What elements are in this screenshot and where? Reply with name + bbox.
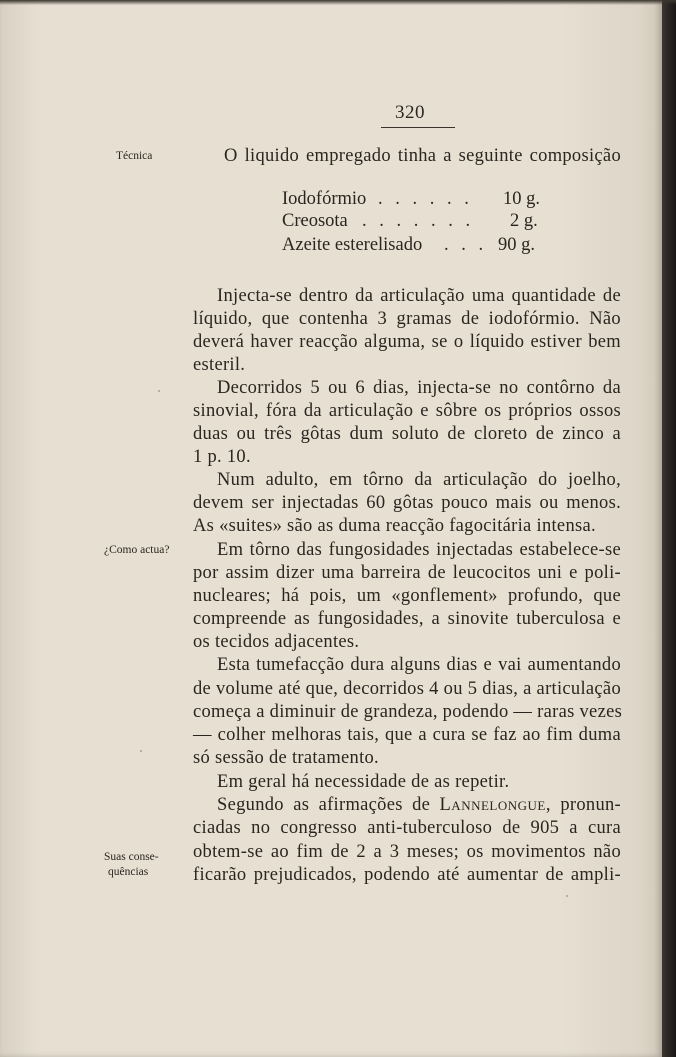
- page-number: 320: [395, 102, 425, 123]
- text-line: deverá haver reacção alguma, se o líquido estiver bem: [193, 332, 621, 352]
- paper-speck: [158, 390, 160, 392]
- text-fragment: Segundo as afirmações de: [217, 795, 431, 815]
- author-name: Lannelongue,: [439, 795, 551, 815]
- scan-top-edge: [0, 0, 676, 5]
- text-line: de volume até que, decorridos 4 ou 5 dias, a articulação: [193, 679, 621, 699]
- recipe-quantity: 2 g.: [510, 211, 538, 231]
- text-line: 1 p. 10.: [193, 447, 251, 467]
- text-fragment: pronun-: [560, 795, 621, 815]
- paper-speck: [140, 750, 142, 752]
- text-line: por assim dizer uma barreira de leucocitos uni e poli-: [193, 563, 621, 583]
- text-line: Em geral há necessidade de as repetir.: [217, 772, 510, 792]
- text-line: só sessão de tratamento.: [193, 748, 379, 768]
- recipe-leader-dots: . . . . . . .: [362, 211, 475, 231]
- page-number-rule: [381, 127, 455, 128]
- text-line: ciadas no congresso anti-tuberculoso de 905 a cura: [193, 818, 621, 838]
- text-line: As «suites» são as duma reacção fagocitária intensa.: [193, 516, 596, 536]
- text-line: ficarão prejudicados, podendo até aumentar de ampli-: [193, 865, 621, 885]
- text-line: os tecidos adjacentes.: [193, 632, 360, 652]
- book-spine-edge: [662, 0, 676, 1057]
- text-line: Em tôrno das fungosidades injectadas estabelece-se: [217, 540, 621, 560]
- text-line: Esta tumefacção dura alguns dias e vai aumentando: [217, 655, 621, 675]
- text-line: esteril.: [193, 355, 246, 375]
- paper-speck: [300, 220, 302, 222]
- recipe-quantity: 90 g.: [498, 235, 535, 255]
- recipe-ingredient: Azeite esterelisado: [282, 235, 423, 255]
- margin-note-suas-consequencias-2: quências: [108, 866, 149, 878]
- text-line: Injecta-se dentro da articulação uma quantidade de: [217, 286, 621, 306]
- text-line: líquido, que contenha 3 gramas de iodofórmio. Não: [193, 309, 621, 329]
- paper-speck: [566, 895, 568, 897]
- text-line: devem ser injectadas 60 gôtas pouco mais ou menos.: [193, 493, 621, 513]
- text-line: começa a diminuir de grandeza, podendo — raras vezes: [193, 702, 623, 722]
- recipe-ingredient: Creosota: [282, 211, 348, 231]
- recipe-leader-dots: . . .: [444, 235, 488, 255]
- text-line: nucleares; há pois, um «gonflement» profundo, que: [193, 586, 621, 606]
- recipe-ingredient: Iodofórmio: [282, 189, 367, 209]
- text-line: duas ou três gôtas dum soluto de cloreto de zinco a: [193, 424, 621, 444]
- margin-note-tecnica: Técnica: [116, 150, 153, 162]
- text-line: sinovial, fóra da articulação e sôbre os próprios ossos: [193, 401, 621, 421]
- margin-note-suas-consequencias-1: Suas conse-: [104, 851, 159, 863]
- text-line: Decorridos 5 ou 6 dias, injecta-se no contôrno da: [217, 378, 621, 398]
- text-line: Num adulto, em tôrno da articulação do joelho,: [217, 470, 621, 490]
- recipe-quantity: 10 g.: [503, 189, 540, 209]
- margin-note-como-actua: ¿Como actua?: [104, 544, 170, 556]
- text-line: — colher melhoras tais, que a cura se faz ao fim duma: [193, 725, 621, 745]
- text-line: [217, 795, 621, 816]
- intro-line: O liquido empregado tinha a seguinte composição: [224, 146, 621, 166]
- text-line: compreende as fungosidades, a sinovite tuberculosa e: [193, 609, 621, 629]
- recipe-leader-dots: . . . . . .: [378, 189, 473, 209]
- text-line: obtem-se ao fim de 2 a 3 meses; os movimentos não: [193, 842, 621, 862]
